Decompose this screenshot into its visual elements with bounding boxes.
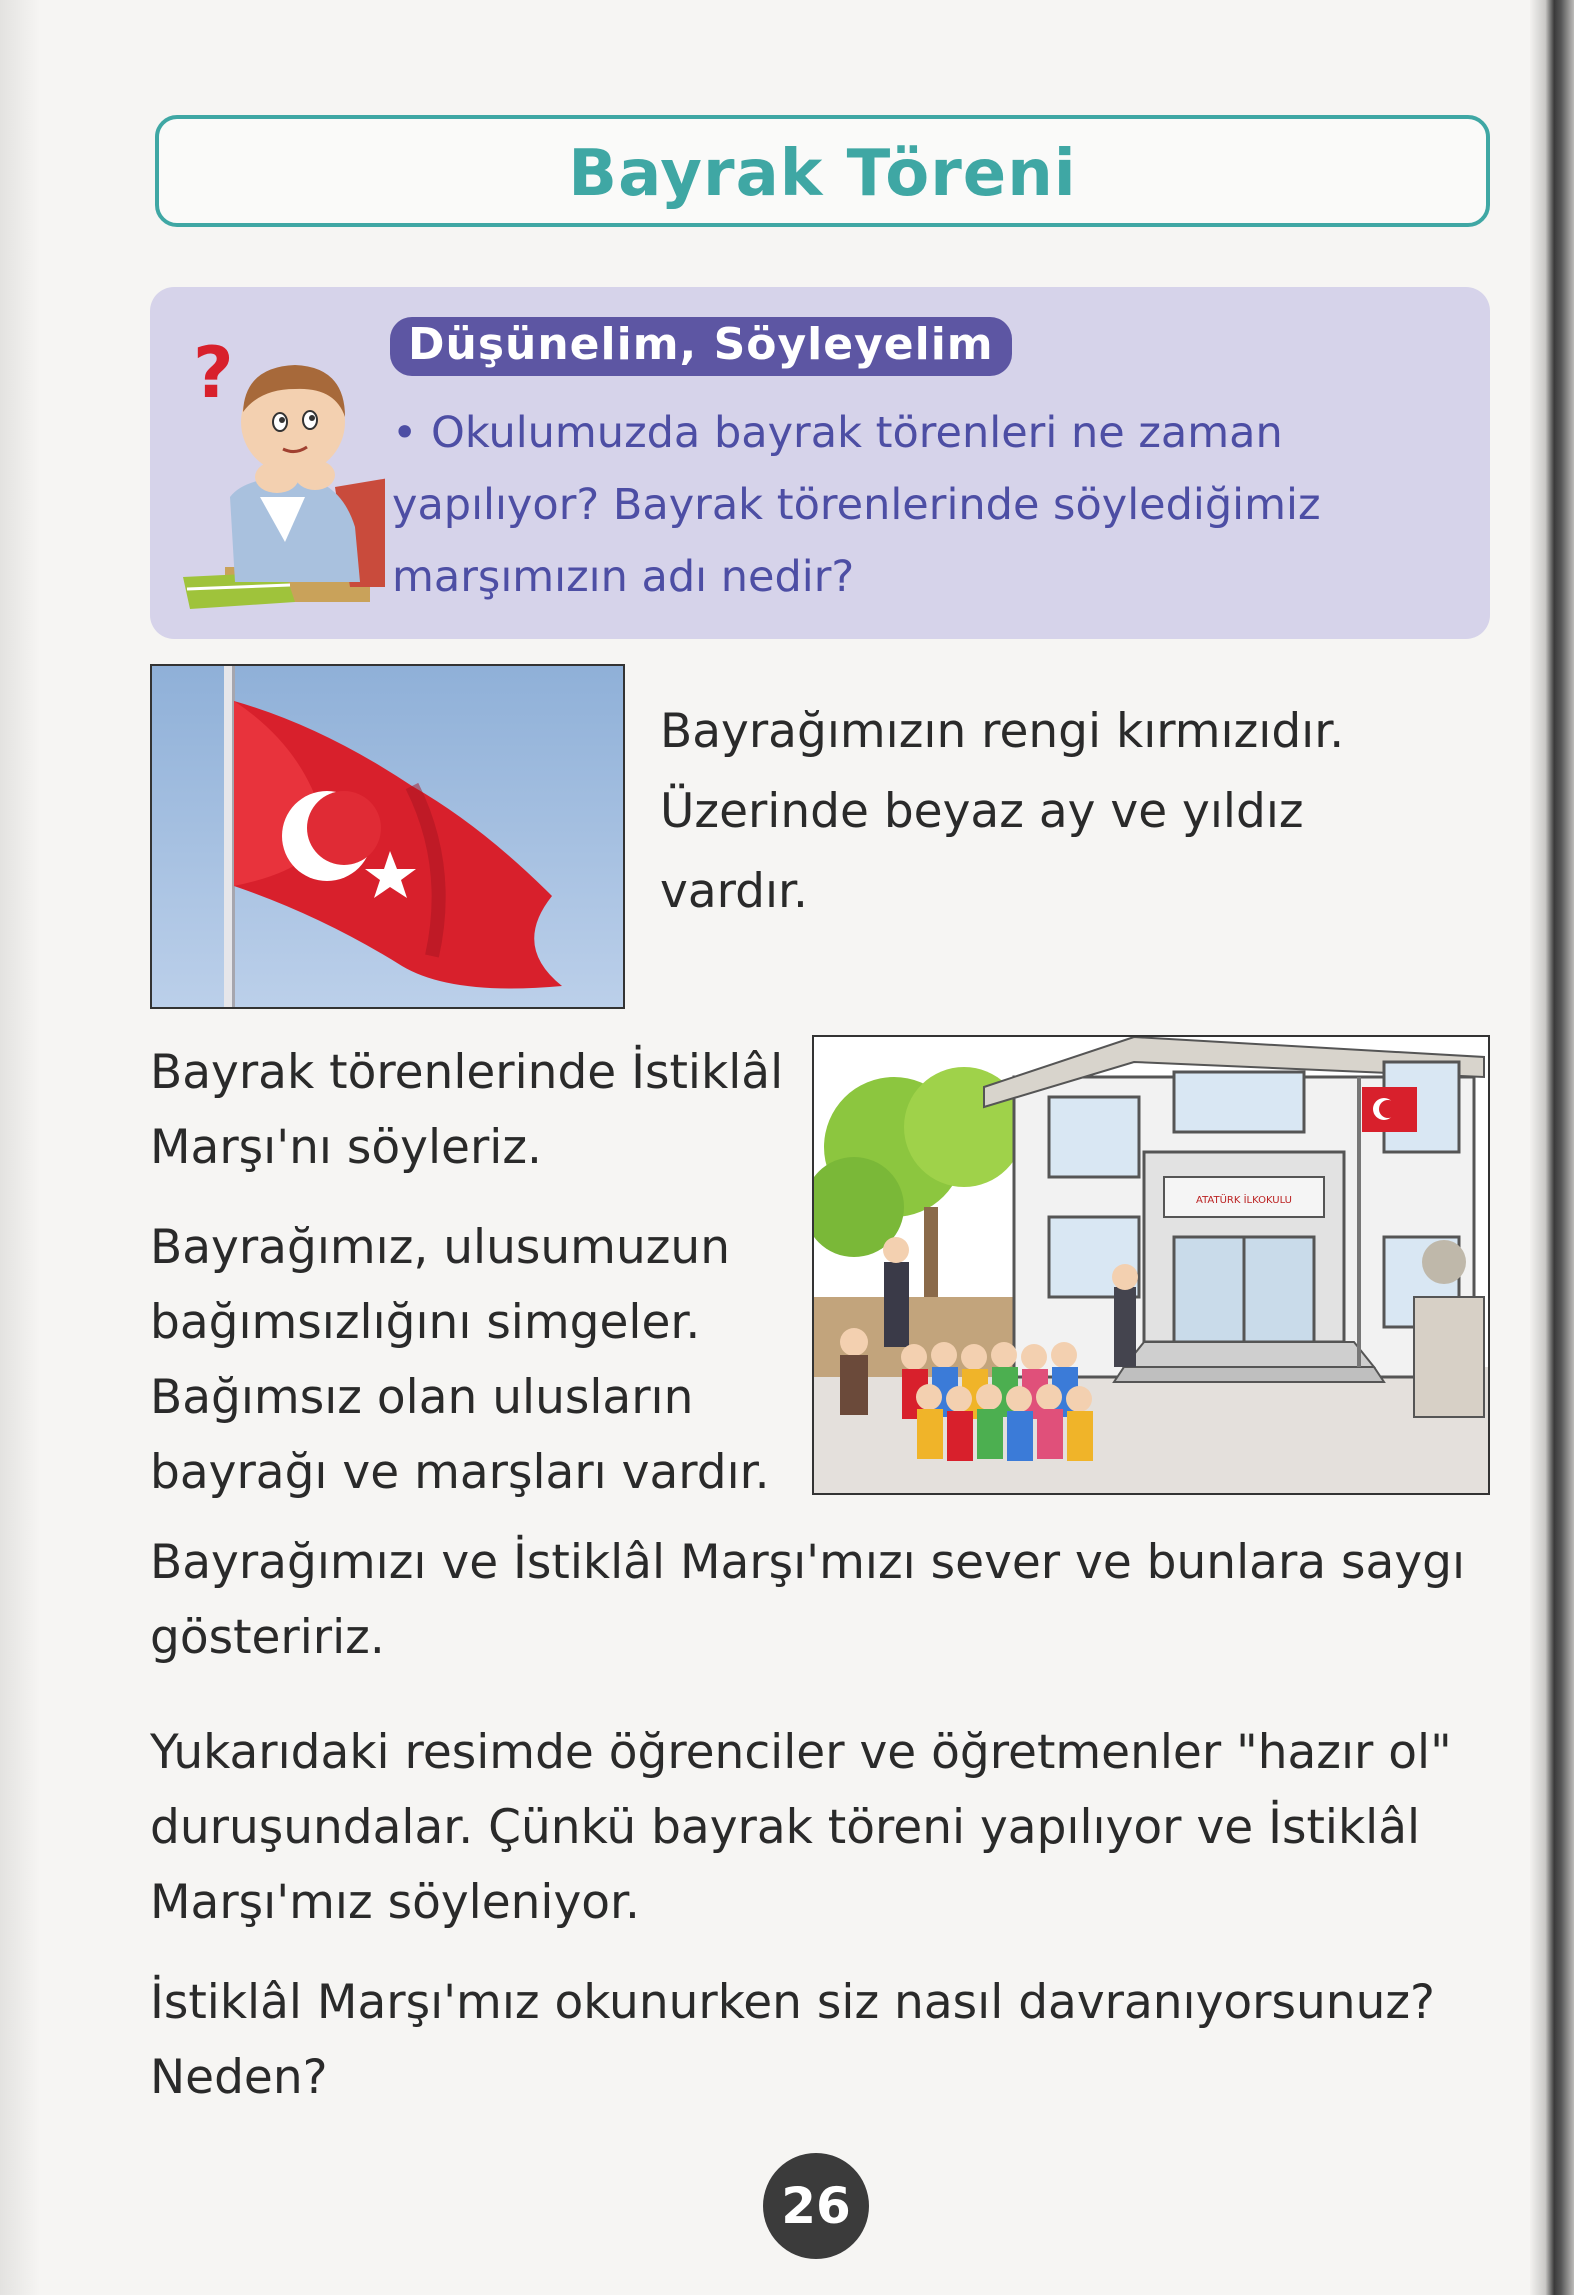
think-question — [392, 397, 1452, 613]
flag-photo-drawing — [152, 666, 625, 1009]
bullet-marker: • — [392, 408, 418, 458]
school-ceremony-illustration — [812, 1035, 1490, 1495]
think-say-box — [150, 287, 1490, 639]
think-say-heading: Düşünelim, Söyleyelim — [390, 317, 1012, 376]
independence-paragraph: Bayrağımız, ulusumuzun bağımsızlığını simgeler. Bağımsız olan ulusların bayrağı ve marşları vardır. — [150, 1220, 770, 1500]
attention-stance-paragraph: Yukarıdaki resimde öğrenciler ve öğretmenler "hazır ol" duruşundalar. Çünkü bayrak töreni yapılıyor ve İstiklâl Marşı'mız söyleniyor. — [150, 1725, 1452, 1930]
page-number: 26 — [763, 2153, 869, 2259]
behaviour-question: İstiklâl Marşı'mız okunurken siz nasıl davranıyorsunuz? Neden? — [150, 1975, 1435, 2105]
page-left-edge — [0, 0, 40, 2295]
thinking-child-illustration — [165, 327, 385, 617]
page-title: Bayrak Töreni — [568, 137, 1077, 211]
turkish-flag-photo — [150, 664, 625, 1009]
title-frame — [155, 115, 1490, 227]
ceremony-drawing — [814, 1037, 1490, 1495]
school-sign: ATATÜRK İLKOKULU — [1196, 1195, 1292, 1206]
question-text: Okulumuzda bayrak törenleri ne zaman yapılıyor? Bayrak törenlerinde söylediğimiz marşımızın adı nedir? — [392, 408, 1321, 602]
respect-paragraph: Bayrağımızı ve İstiklâl Marşı'mızı sever ve bunlara saygı gösteririz. — [150, 1535, 1466, 1665]
anthem-sentence: Bayrak törenlerinde İstiklâl Marşı'nı söyleriz. — [150, 1045, 784, 1175]
flag-description: Bayrağımızın rengi kırmızıdır. Üzerinde beyaz ay ve yıldız vardır. — [660, 704, 1345, 919]
svg-text:?: ? — [193, 332, 234, 414]
book-spine-shadow — [1530, 0, 1574, 2295]
